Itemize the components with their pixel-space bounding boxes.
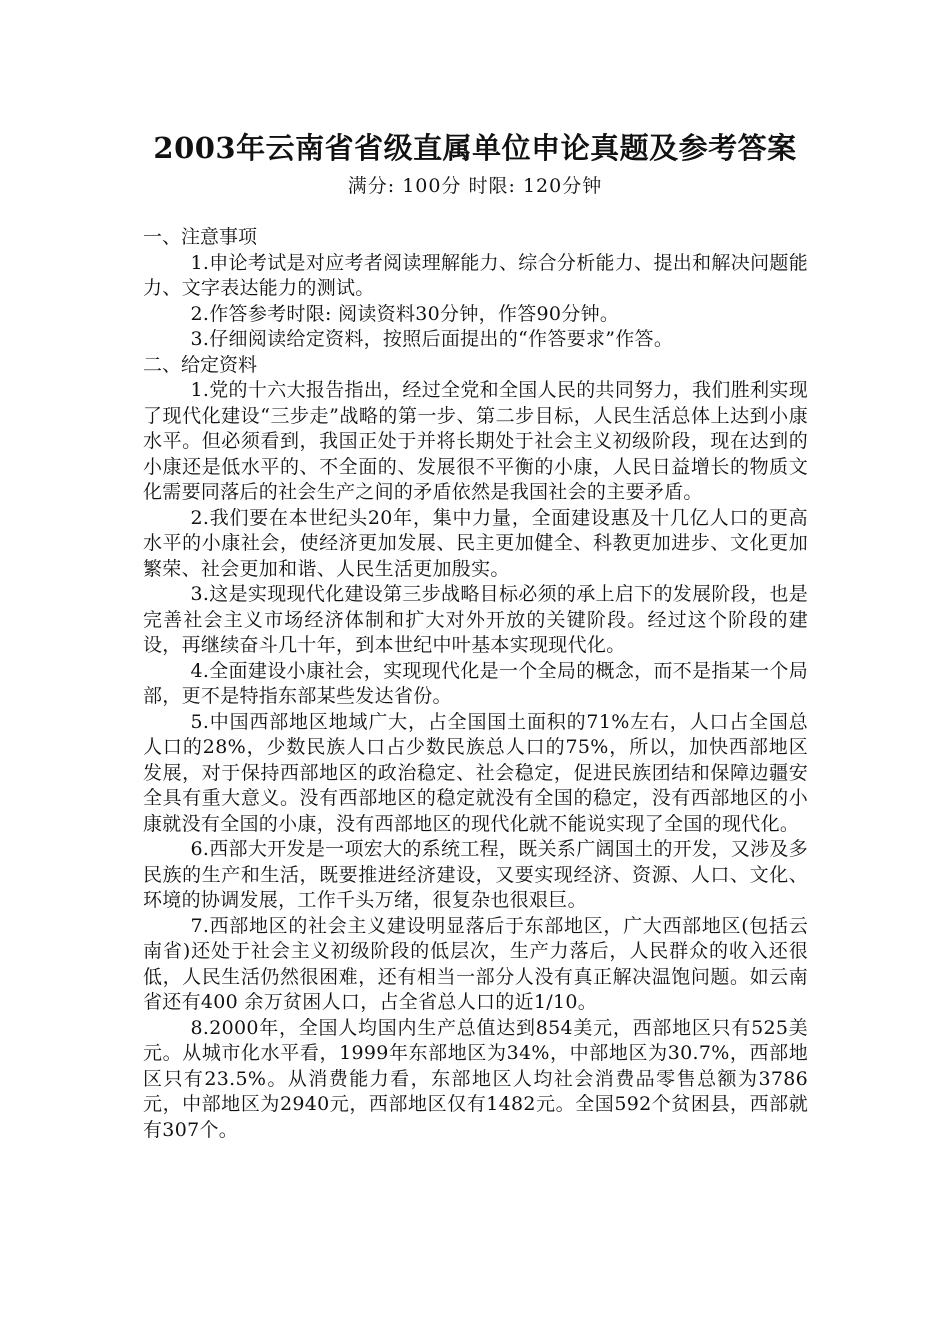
document-title: 2003年云南省省级直属单位申论真题及参考答案 (153, 131, 797, 165)
paragraph: 3.仔细阅读给定资料，按照后面提出的“作答要求”作答。 (190, 328, 674, 350)
section-notes (143, 225, 808, 353)
document-subtitle: 满分: 100分 时限: 120分钟 (347, 175, 603, 197)
paragraph: 1.申论考试是对应考者阅读理解能力、综合分析能力、提出和解决问题能力、文字表达能力的测试。 (143, 251, 808, 299)
paragraph: 3.这是实现现代化建设第三步战略目标必须的承上启下的发展阶段，也是完善社会主义市场经济体制和扩大对外开放的关键阶段。经过这个阶段的建设，再继续奋斗几十年，到本世纪中叶基本实现现代化。 (143, 583, 808, 656)
paragraph: 2.我们要在本世纪头20年，集中力量，全面建设惠及十几亿人口的更高水平的小康社会，使经济更加发展、民主更加健全、科教更加进步、文化更加繁荣、社会更加和谐、人民生活更加殷实。 (143, 506, 808, 580)
paragraph: 4.全面建设小康社会，实现现代化是一个全局的概念，而不是指某一个局部，更不是特指东部某些发达省份。 (143, 659, 808, 707)
section-heading: 一、注意事项 (143, 226, 258, 248)
document-body (143, 225, 808, 1143)
paragraph: 6.西部大开发是一项宏大的系统工程，既关系广阔国土的开发，又涉及多民族的生产和生活，既要推进经济建设，又要实现经济、资源、人口、文化、环境的协调发展，工作千头万绪，很复杂也很艰巨。 (143, 838, 808, 911)
paragraph: 7.西部地区的社会主义建设明显落后于东部地区，广大西部地区(包括云南省)还处于社会主义初级阶段的低层次，生产力落后，人民群众的收入还很低，人民生活仍然很困难，还有相当一部分人没有真正解决温饱问题。如云南省还有400 余万贫困人口，占全省总人口的近1/10。 (143, 914, 808, 1013)
paragraph: 2.作答参考时限: 阅读资料30分钟，作答90分钟。 (190, 302, 620, 325)
section-materials (143, 353, 808, 1144)
paragraph: 1.党的十六大报告指出，经过全党和全国人民的共同努力，我们胜利实现了现代化建设“三步走”战略的第一步、第二步目标，人民生活总体上达到小康水平。但必须看到，我国正处于并将长期处于社会主义初级阶段，现在达到的小康还是低水平的、不全面的、发展很不平衡的小康，人民日益增长的物质文化需要同落后的社会生产之间的矛盾依然是我国社会的主要矛盾。 (143, 379, 808, 503)
paragraph: 5.中国西部地区地域广大，占全国国土面积的71%左右，人口占全国总人口的28%，少数民族人口占少数民族总人口的75%，所以，加快西部地区发展，对于保持西部地区的政治稳定、社会稳定，促进民族团结和保障边疆安全具有重大意义。没有西部地区的稳定就没有全国的稳定，没有西部地区的小康就没有全国的小康，没有西部地区的现代化就不能说实现了全国的现代化。 (143, 710, 808, 835)
section-heading: 二、给定资料 (143, 353, 258, 376)
paragraph: 8.2000年，全国人均国内生产总值达到854美元，西部地区只有525美元。从城市化水平看，1999年东部地区为34%，中部地区为30.7%，西部地区只有23.5%。从消费能力看，东部地区人均社会消费品零售总额为3786元，中部地区为2940元，西部地区仅有1482元。全国592个贫困县，西部就有307个。 (143, 1016, 808, 1141)
